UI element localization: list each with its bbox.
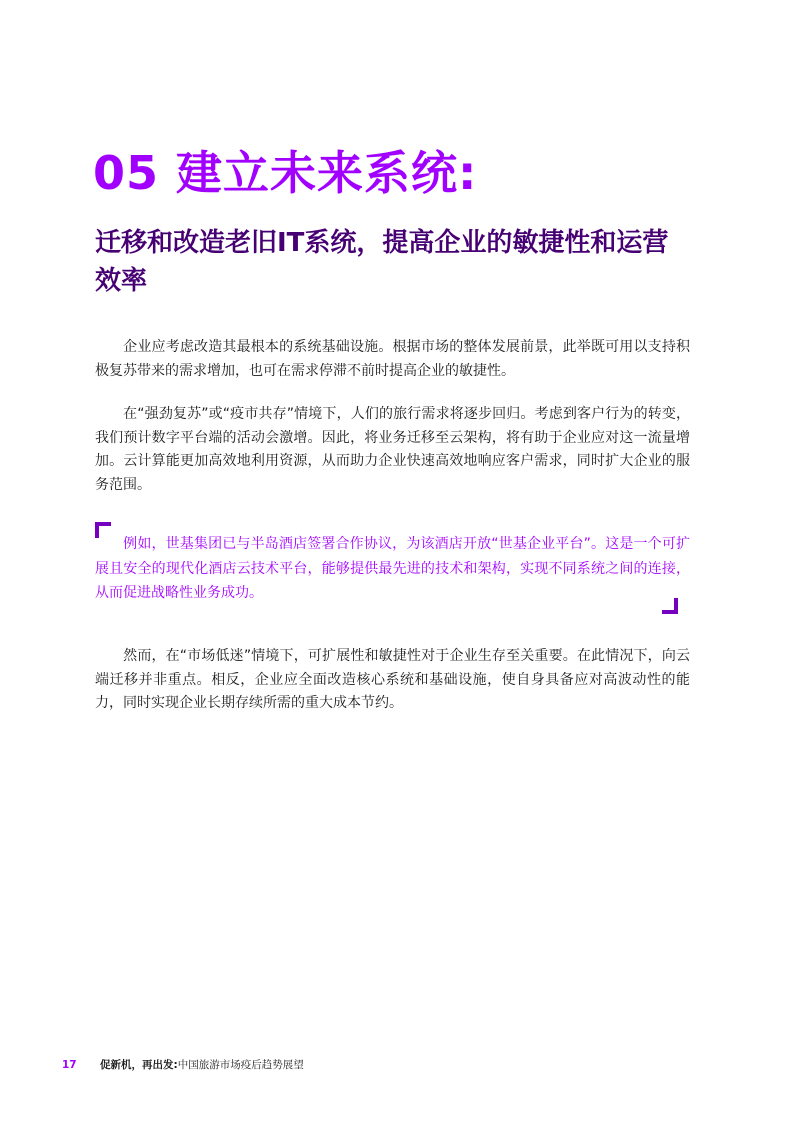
page-footer [62,1058,304,1072]
body-paragraph-2-text: 在“强劲复苏”或“疫市共存”情境下，人们的旅行需求将逐步回归。考虑到客户行为的转变，我们预计数字平台端的活动会激增。因此，将业务迁移至云架构，将有助于企业应对这一流量增加。云计算能更加高效地利用资源，从而助力企业快速高效地响应客户需求，同时扩大企业的服务范围。 [95,406,690,493]
body-paragraph-1 [95,336,690,383]
body-paragraph-1-text: 企业应考虑改造其最根本的系统基础设施。根据市场的整体发展前景，此举既可用以支持积极复苏带来的需求增加，也可在需求停滞不前时提高企业的敏捷性。 [95,339,690,379]
section-subtitle: 迁移和改造老旧IT系统，提高企业的敏捷性和运营效率 [95,228,669,296]
page-number: 17 [62,1059,77,1071]
callout-quote [95,532,690,606]
chapter-title: 05 建立未来系统: [93,146,478,200]
quote-close-bracket-icon [662,598,678,614]
body-paragraph-3-text: 然而，在“市场低迷”情境下，可扩展性和敏捷性对于企业生存至关重要。在此情况下，向云端迁移并非重点。相反，企业应全面改造核心系统和基础设施，使自身具备应对高波动性的能力，同时实现企业长期存续所需的重大成本节约。 [95,648,690,711]
publication-name: 促新机，再出发: [100,1059,178,1071]
body-paragraph-3 [95,645,690,716]
callout-quote-text: 例如，世基集团已与半岛酒店签署合作协议，为该酒店开放“世基企业平台”。这是一个可扩展且安全的现代化酒店云技术平台，能够提供最先进的技术和架构，实现不同系统之间的连接，从而促进战略性业务成功。 [95,536,690,601]
body-paragraph-2 [95,403,690,497]
publication-subtitle: 中国旅游市场疫后趋势展望 [177,1059,304,1071]
